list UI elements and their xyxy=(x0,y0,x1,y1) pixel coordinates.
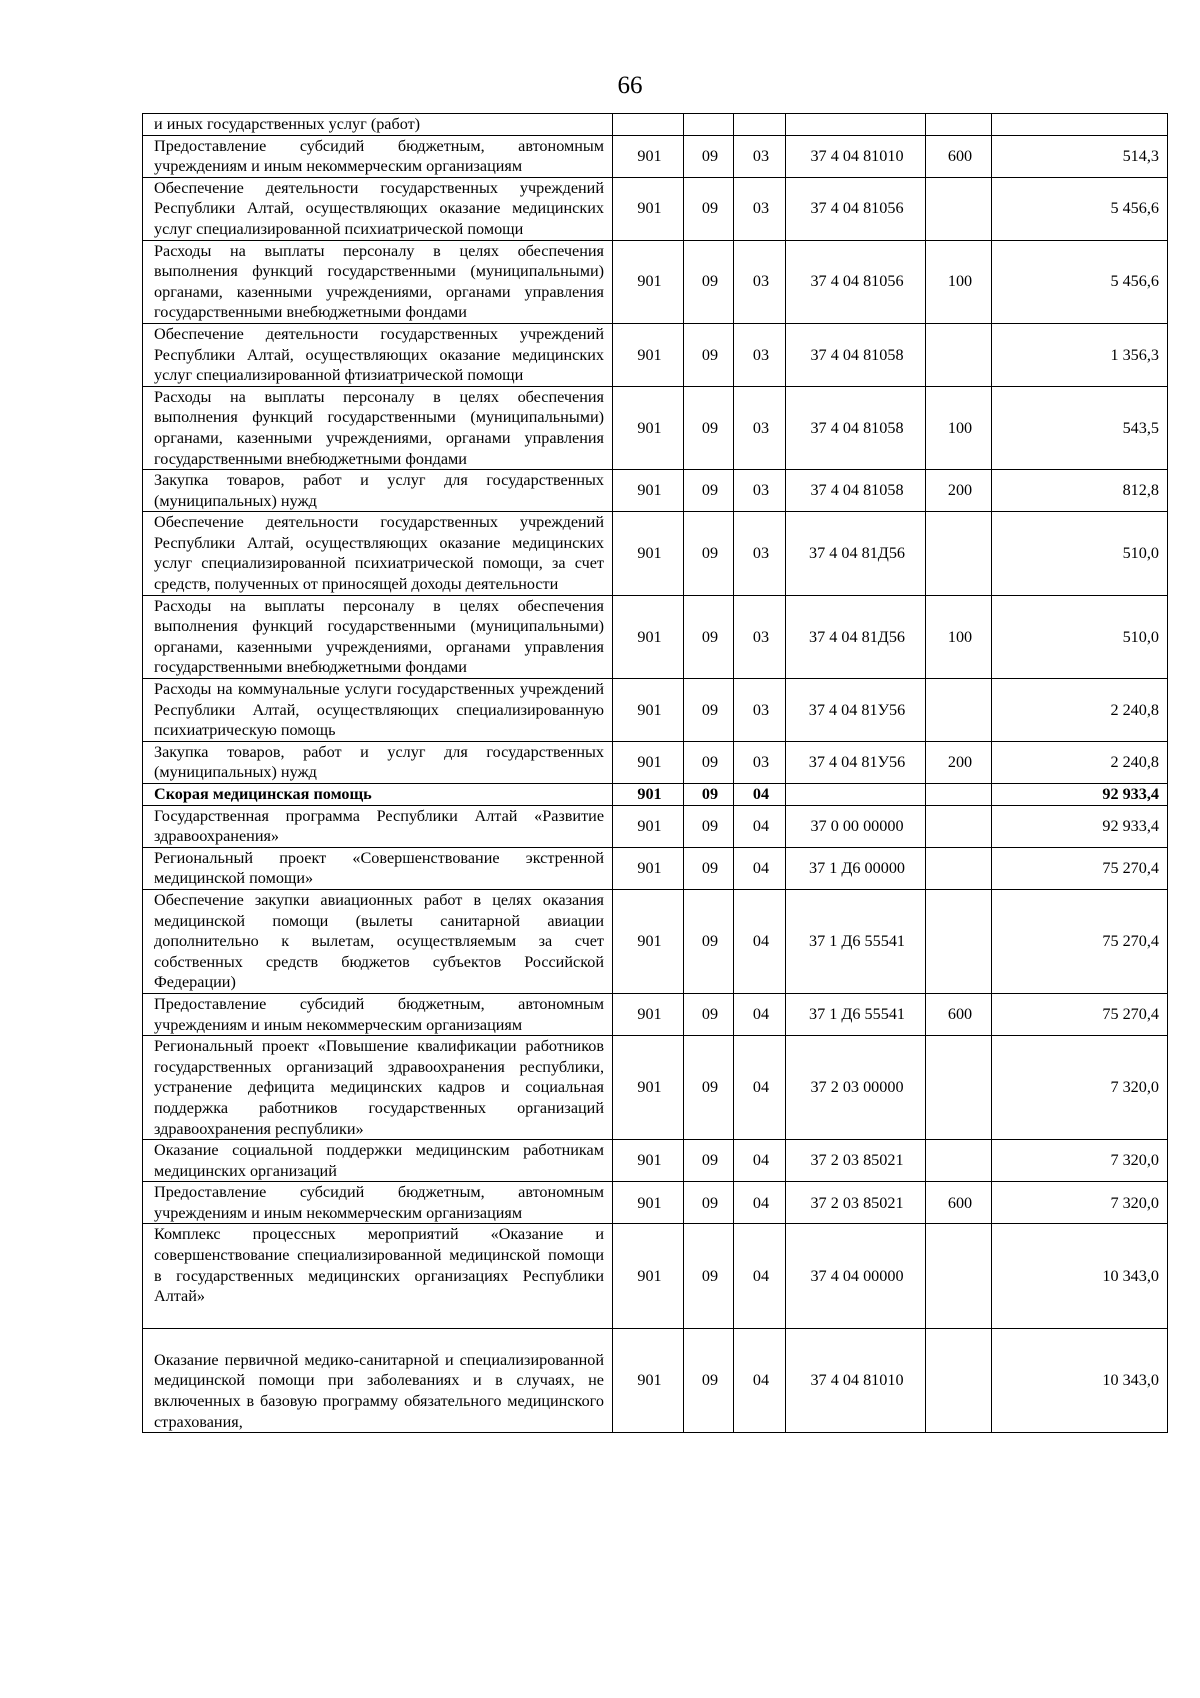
budget-table-body xyxy=(143,114,1168,1433)
expense-name-cell: Обеспечение закупки авиационных работ в целях оказания медицинской помощи (вылеты санитарной авиации дополнительно к вылетам, осуществляемым за счет собственных средств бюджетов субъектов Российской Федерации) xyxy=(143,889,613,993)
table-row xyxy=(143,240,1168,323)
expense-name-cell: и иных государственных услуг (работ) xyxy=(143,114,613,136)
expense-name-cell: Закупка товаров, работ и услуг для государственных (муниципальных) нужд xyxy=(143,741,613,783)
section-code-cell: 09 xyxy=(684,470,734,512)
table-row xyxy=(143,679,1168,742)
section-code-cell xyxy=(684,114,734,136)
expense-type-cell: 200 xyxy=(926,470,992,512)
section-code-cell: 09 xyxy=(684,784,734,806)
expense-type-cell xyxy=(926,114,992,136)
ministry-code-cell xyxy=(613,114,684,136)
section-code-cell: 09 xyxy=(684,1140,734,1182)
target-article-cell: 37 4 04 81010 xyxy=(786,1328,926,1432)
subsection-code-cell: 03 xyxy=(734,323,786,386)
table-row xyxy=(143,784,1168,806)
ministry-code-cell: 901 xyxy=(613,595,684,678)
expense-name-cell: Региональный проект «Повышение квалификации работников государственных организаций здравоохранения республики, устранение дефицита медицинских кадров и социальная поддержка работников государственных организаций здравоохранения республики» xyxy=(143,1036,613,1140)
subsection-code-cell: 03 xyxy=(734,135,786,177)
expense-type-cell xyxy=(926,512,992,595)
expense-type-cell xyxy=(926,1224,992,1328)
ministry-code-cell: 901 xyxy=(613,993,684,1035)
section-code-cell: 09 xyxy=(684,323,734,386)
table-row xyxy=(143,595,1168,678)
target-article-cell: 37 4 04 81Д56 xyxy=(786,595,926,678)
target-article-cell: 37 1 Д6 55541 xyxy=(786,889,926,993)
ministry-code-cell: 901 xyxy=(613,1036,684,1140)
amount-cell: 2 240,8 xyxy=(992,741,1168,783)
section-code-cell: 09 xyxy=(684,177,734,240)
section-code-cell: 09 xyxy=(684,847,734,889)
expense-type-cell xyxy=(926,1140,992,1182)
subsection-code-cell: 03 xyxy=(734,386,786,469)
ministry-code-cell: 901 xyxy=(613,784,684,806)
table-row xyxy=(143,135,1168,177)
amount-cell: 75 270,4 xyxy=(992,889,1168,993)
section-code-cell: 09 xyxy=(684,741,734,783)
section-code-cell: 09 xyxy=(684,1328,734,1432)
ministry-code-cell: 901 xyxy=(613,512,684,595)
subsection-code-cell: 03 xyxy=(734,595,786,678)
subsection-code-cell: 04 xyxy=(734,784,786,806)
subsection-code-cell: 03 xyxy=(734,679,786,742)
table-row xyxy=(143,741,1168,783)
subsection-code-cell: 04 xyxy=(734,1224,786,1328)
subsection-code-cell: 04 xyxy=(734,993,786,1035)
target-article-cell: 37 4 04 81058 xyxy=(786,386,926,469)
target-article-cell: 37 2 03 85021 xyxy=(786,1182,926,1224)
target-article-cell: 37 4 04 81058 xyxy=(786,323,926,386)
ministry-code-cell: 901 xyxy=(613,323,684,386)
expense-type-cell xyxy=(926,847,992,889)
target-article-cell xyxy=(786,114,926,136)
ministry-code-cell: 901 xyxy=(613,386,684,469)
ministry-code-cell: 901 xyxy=(613,889,684,993)
ministry-code-cell: 901 xyxy=(613,1224,684,1328)
table-row xyxy=(143,470,1168,512)
target-article-cell: 37 4 04 00000 xyxy=(786,1224,926,1328)
target-article-cell: 37 4 04 81058 xyxy=(786,470,926,512)
table-row xyxy=(143,1182,1168,1224)
ministry-code-cell: 901 xyxy=(613,470,684,512)
expense-name-cell: Оказание первичной медико-санитарной и специализированной медицинской помощи при заболеваниях и в случаях, не включенных в базовую программу обязательного медицинского страхования, xyxy=(143,1328,613,1432)
amount-cell: 510,0 xyxy=(992,595,1168,678)
target-article-cell: 37 4 04 81056 xyxy=(786,177,926,240)
table-row xyxy=(143,1140,1168,1182)
expense-name-cell: Закупка товаров, работ и услуг для государственных (муниципальных) нужд xyxy=(143,470,613,512)
page-number: 66 xyxy=(617,72,643,99)
subsection-code-cell: 03 xyxy=(734,240,786,323)
expense-name-cell: Государственная программа Республики Алтай «Развитие здравоохранения» xyxy=(143,805,613,847)
subsection-code-cell: 04 xyxy=(734,1140,786,1182)
section-code-cell: 09 xyxy=(684,135,734,177)
subsection-code-cell: 04 xyxy=(734,1328,786,1432)
amount-cell: 510,0 xyxy=(992,512,1168,595)
section-code-cell: 09 xyxy=(684,512,734,595)
subsection-code-cell: 04 xyxy=(734,805,786,847)
expense-name-cell: Предоставление субсидий бюджетным, автономным учреждениям и иным некоммерческим организациям xyxy=(143,1182,613,1224)
subsection-code-cell: 03 xyxy=(734,470,786,512)
target-article-cell: 37 1 Д6 55541 xyxy=(786,993,926,1035)
table-row xyxy=(143,1036,1168,1140)
expense-name-cell: Обеспечение деятельности государственных учреждений Республики Алтай, осуществляющих оказание медицинских услуг специализированной психиатрической помощи xyxy=(143,177,613,240)
table-row xyxy=(143,1224,1168,1328)
amount-cell: 5 456,6 xyxy=(992,240,1168,323)
amount-cell: 5 456,6 xyxy=(992,177,1168,240)
ministry-code-cell: 901 xyxy=(613,847,684,889)
expense-name-cell: Скорая медицинская помощь xyxy=(143,784,613,806)
subsection-code-cell: 03 xyxy=(734,177,786,240)
table-row xyxy=(143,847,1168,889)
table-row xyxy=(143,1328,1168,1432)
expense-name-cell: Обеспечение деятельности государственных учреждений Республики Алтай, осуществляющих оказание медицинских услуг специализированной фтизиатрической помощи xyxy=(143,323,613,386)
ministry-code-cell: 901 xyxy=(613,177,684,240)
table-row xyxy=(143,114,1168,136)
target-article-cell: 37 4 04 81Д56 xyxy=(786,512,926,595)
subsection-code-cell: 03 xyxy=(734,512,786,595)
table-row xyxy=(143,993,1168,1035)
amount-cell: 543,5 xyxy=(992,386,1168,469)
amount-cell: 7 320,0 xyxy=(992,1182,1168,1224)
expense-name-cell: Оказание социальной поддержки медицинским работникам медицинских организаций xyxy=(143,1140,613,1182)
expense-type-cell: 600 xyxy=(926,135,992,177)
ministry-code-cell: 901 xyxy=(613,240,684,323)
expense-name-cell: Предоставление субсидий бюджетным, автономным учреждениям и иным некоммерческим организациям xyxy=(143,135,613,177)
expense-type-cell xyxy=(926,1036,992,1140)
section-code-cell: 09 xyxy=(684,1182,734,1224)
section-code-cell: 09 xyxy=(684,889,734,993)
expense-name-cell: Обеспечение деятельности государственных учреждений Республики Алтай, осуществляющих оказание медицинских услуг специализированной психиатрической помощи, за счет средств, полученных от приносящей доходы деятельности xyxy=(143,512,613,595)
amount-cell: 10 343,0 xyxy=(992,1328,1168,1432)
ministry-code-cell: 901 xyxy=(613,679,684,742)
amount-cell: 10 343,0 xyxy=(992,1224,1168,1328)
section-code-cell: 09 xyxy=(684,240,734,323)
table-row xyxy=(143,889,1168,993)
table-row xyxy=(143,323,1168,386)
table-row xyxy=(143,177,1168,240)
expense-name-cell: Расходы на выплаты персоналу в целях обеспечения выполнения функций государственными (муниципальными) органами, казенными учреждениями, органами управления государственными внебюджетными фондами xyxy=(143,240,613,323)
target-article-cell: 37 1 Д6 00000 xyxy=(786,847,926,889)
target-article-cell: 37 4 04 81010 xyxy=(786,135,926,177)
expense-type-cell xyxy=(926,784,992,806)
target-article-cell: 37 2 03 00000 xyxy=(786,1036,926,1140)
expense-type-cell: 100 xyxy=(926,386,992,469)
ministry-code-cell: 901 xyxy=(613,135,684,177)
expense-type-cell xyxy=(926,323,992,386)
expense-name-cell: Предоставление субсидий бюджетным, автономным учреждениям и иным некоммерческим организациям xyxy=(143,993,613,1035)
expense-name-cell: Расходы на выплаты персоналу в целях обеспечения выполнения функций государственными (муниципальными) органами, казенными учреждениями, органами управления государственными внебюджетными фондами xyxy=(143,595,613,678)
expense-type-cell xyxy=(926,1328,992,1432)
ministry-code-cell: 901 xyxy=(613,1328,684,1432)
expense-name-cell: Расходы на коммунальные услуги государственных учреждений Республики Алтай, осуществляющих специализированную психиатрическую помощь xyxy=(143,679,613,742)
expense-name-cell: Региональный проект «Совершенствование экстренной медицинской помощи» xyxy=(143,847,613,889)
expense-type-cell: 100 xyxy=(926,595,992,678)
subsection-code-cell: 04 xyxy=(734,889,786,993)
target-article-cell xyxy=(786,784,926,806)
amount-cell xyxy=(992,114,1168,136)
subsection-code-cell xyxy=(734,114,786,136)
amount-cell: 75 270,4 xyxy=(992,993,1168,1035)
section-code-cell: 09 xyxy=(684,805,734,847)
subsection-code-cell: 04 xyxy=(734,847,786,889)
ministry-code-cell: 901 xyxy=(613,1140,684,1182)
ministry-code-cell: 901 xyxy=(613,1182,684,1224)
section-code-cell: 09 xyxy=(684,595,734,678)
target-article-cell: 37 2 03 85021 xyxy=(786,1140,926,1182)
expense-type-cell xyxy=(926,889,992,993)
subsection-code-cell: 03 xyxy=(734,741,786,783)
target-article-cell: 37 4 04 81056 xyxy=(786,240,926,323)
expense-type-cell xyxy=(926,177,992,240)
subsection-code-cell: 04 xyxy=(734,1036,786,1140)
expense-type-cell: 600 xyxy=(926,1182,992,1224)
expense-type-cell: 600 xyxy=(926,993,992,1035)
expense-type-cell: 200 xyxy=(926,741,992,783)
expense-name-cell: Расходы на выплаты персоналу в целях обеспечения выполнения функций государственными (муниципальными) органами, казенными учреждениями, органами управления государственными внебюджетными фондами xyxy=(143,386,613,469)
amount-cell: 7 320,0 xyxy=(992,1140,1168,1182)
amount-cell: 514,3 xyxy=(992,135,1168,177)
expense-type-cell xyxy=(926,679,992,742)
ministry-code-cell: 901 xyxy=(613,805,684,847)
table-row xyxy=(143,386,1168,469)
section-code-cell: 09 xyxy=(684,1036,734,1140)
amount-cell: 1 356,3 xyxy=(992,323,1168,386)
expense-name-cell: Комплекс процессных мероприятий «Оказание и совершенствование специализированной медицинской помощи в государственных медицинских организациях Республики Алтай» xyxy=(143,1224,613,1328)
amount-cell: 812,8 xyxy=(992,470,1168,512)
target-article-cell: 37 0 00 00000 xyxy=(786,805,926,847)
amount-cell: 7 320,0 xyxy=(992,1036,1168,1140)
section-code-cell: 09 xyxy=(684,679,734,742)
budget-table xyxy=(142,113,1168,1433)
table-row xyxy=(143,805,1168,847)
expense-type-cell: 100 xyxy=(926,240,992,323)
expense-type-cell xyxy=(926,805,992,847)
table-row xyxy=(143,512,1168,595)
target-article-cell: 37 4 04 81У56 xyxy=(786,741,926,783)
section-code-cell: 09 xyxy=(684,386,734,469)
ministry-code-cell: 901 xyxy=(613,741,684,783)
amount-cell: 92 933,4 xyxy=(992,805,1168,847)
section-code-cell: 09 xyxy=(684,1224,734,1328)
amount-cell: 2 240,8 xyxy=(992,679,1168,742)
section-code-cell: 09 xyxy=(684,993,734,1035)
target-article-cell: 37 4 04 81У56 xyxy=(786,679,926,742)
subsection-code-cell: 04 xyxy=(734,1182,786,1224)
amount-cell: 75 270,4 xyxy=(992,847,1168,889)
amount-cell: 92 933,4 xyxy=(992,784,1168,806)
